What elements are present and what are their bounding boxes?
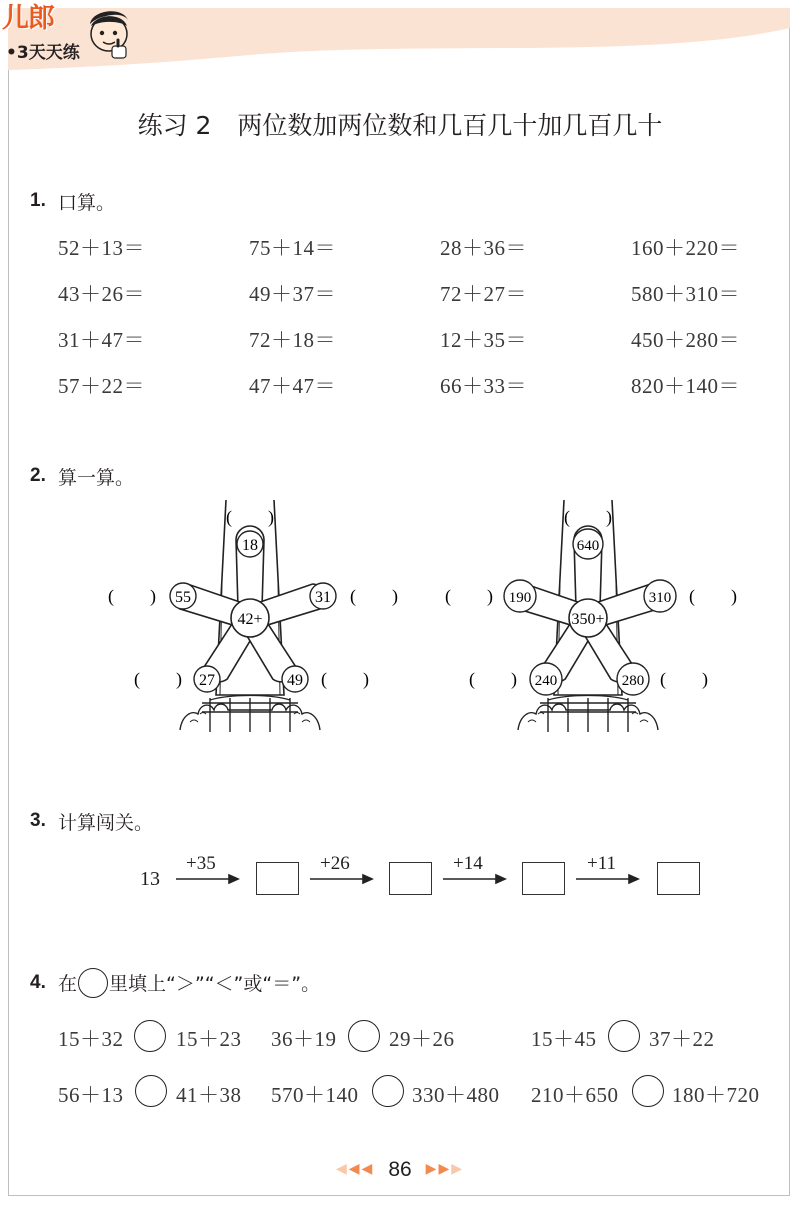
- answer-box[interactable]: [256, 862, 299, 895]
- compare-right: 29＋26: [389, 1027, 455, 1051]
- windmill-diagrams: [0, 500, 800, 750]
- compare-right: 15＋23: [176, 1027, 242, 1051]
- compare-right: 41＋38: [176, 1083, 242, 1107]
- next-arrows-icon: ▶▶▶: [425, 1160, 464, 1176]
- q1-expression: 72＋18＝: [249, 328, 336, 352]
- answer-box[interactable]: [657, 862, 700, 895]
- compare-circle[interactable]: [348, 1020, 380, 1052]
- q1-expression: 49＋37＝: [249, 282, 336, 306]
- q1-expression: 43＋26＝: [58, 282, 145, 306]
- q1-number: 1.: [30, 190, 46, 211]
- answer-parenthesis[interactable]: ( ): [660, 669, 708, 689]
- windmill-blade-value: 640: [576, 538, 600, 554]
- q3-number: 3.: [30, 810, 46, 831]
- answer-parenthesis[interactable]: ( ): [350, 586, 398, 606]
- lesson-topic: 两位数加两位数和几百几十加几百几十: [237, 111, 663, 140]
- windmill-blade-value: 27: [199, 672, 215, 689]
- windmill-blade-value: 240: [534, 673, 558, 689]
- compare-right: 330＋480: [412, 1083, 500, 1107]
- answer-parenthesis[interactable]: ( ): [321, 669, 369, 689]
- answer-parenthesis[interactable]: ( ): [445, 586, 493, 606]
- compare-left: 15＋32: [58, 1027, 124, 1051]
- compare-left: 15＋45: [531, 1027, 597, 1051]
- flow-step-label: +26: [320, 853, 350, 874]
- compare-left: 570＋140: [271, 1083, 359, 1107]
- flow-start-value: 13: [140, 868, 160, 890]
- q1-expression: 47＋47＝: [249, 374, 336, 398]
- windmill-blade-value: 280: [621, 673, 645, 689]
- q1-expression: 450＋280＝: [631, 328, 740, 352]
- compare-left: 210＋650: [531, 1083, 619, 1107]
- compare-left: 36＋19: [271, 1027, 337, 1051]
- q2-number: 2.: [30, 465, 46, 486]
- q4-number: 4.: [30, 972, 46, 993]
- compare-right: 180＋720: [672, 1083, 760, 1107]
- windmill-blade-value: 55: [175, 589, 191, 606]
- q1-expression: 160＋220＝: [631, 236, 740, 260]
- windmill-1: [108, 500, 398, 732]
- q4-instruction-after: 里填上“＞”“＜”或“＝”。: [109, 973, 321, 995]
- q1-expression: 72＋27＝: [440, 282, 527, 306]
- windmill-blade-value: 49: [287, 672, 303, 689]
- compare-right: 37＋22: [649, 1027, 715, 1051]
- flow-step-label: +11: [587, 853, 617, 874]
- q1-expression: 31＋47＝: [58, 328, 145, 352]
- answer-parenthesis[interactable]: ( ): [689, 586, 737, 606]
- q4-instruction: [58, 968, 320, 998]
- q1-expression: 820＋140＝: [631, 374, 740, 398]
- compare-circle[interactable]: [134, 1020, 166, 1052]
- windmill-blade-value: 310: [648, 590, 672, 606]
- page-title: [0, 106, 800, 142]
- page-footer: [0, 1158, 800, 1182]
- q1-expression: 12＋35＝: [440, 328, 527, 352]
- compare-circle[interactable]: [135, 1075, 167, 1107]
- circle-icon: [78, 968, 108, 998]
- windmill-center-label: 350+: [571, 611, 605, 628]
- prev-arrows-icon: ◀◀◀: [335, 1160, 375, 1176]
- q4-instruction-before: 在: [58, 973, 78, 995]
- answer-parenthesis[interactable]: ( ): [469, 669, 517, 689]
- brand-subtitle: •3天天练: [6, 43, 80, 63]
- windmill-center-label: 42+: [237, 611, 263, 628]
- answer-parenthesis[interactable]: ( ): [134, 669, 182, 689]
- flow-step-label: +35: [186, 853, 216, 874]
- windmill-blade-value: 31: [315, 589, 331, 606]
- q1-expression: 66＋33＝: [440, 374, 527, 398]
- q1-expression: 580＋310＝: [631, 282, 740, 306]
- q1-expression: 28＋36＝: [440, 236, 527, 260]
- brand-logo: 儿郎: [2, 3, 54, 34]
- q1-expression: 52＋13＝: [58, 236, 145, 260]
- windmill-blade-value: 18: [242, 537, 258, 554]
- compare-circle[interactable]: [632, 1075, 664, 1107]
- windmill-blade-value: 190: [508, 590, 532, 606]
- answer-box[interactable]: [389, 862, 432, 895]
- answer-parenthesis[interactable]: ( ): [108, 586, 156, 606]
- q3-instruction: 计算闯关。: [58, 812, 154, 834]
- answer-parenthesis[interactable]: ( ): [564, 507, 612, 527]
- flow-step-label: +14: [453, 853, 483, 874]
- windmill-2: [445, 500, 737, 732]
- q1-expression: 57＋22＝: [58, 374, 145, 398]
- lesson-label: 练习 2: [137, 111, 212, 140]
- q1-instruction: 口算。: [58, 192, 116, 214]
- compare-circle[interactable]: [608, 1020, 640, 1052]
- q2-instruction: 算一算。: [58, 467, 135, 489]
- mascot-icon: [82, 6, 138, 62]
- answer-parenthesis[interactable]: ( ): [226, 507, 274, 527]
- page-number: 86: [388, 1158, 412, 1181]
- q1-expression: 75＋14＝: [249, 236, 336, 260]
- compare-circle[interactable]: [372, 1075, 404, 1107]
- compare-left: 56＋13: [58, 1083, 124, 1107]
- answer-box[interactable]: [522, 862, 565, 895]
